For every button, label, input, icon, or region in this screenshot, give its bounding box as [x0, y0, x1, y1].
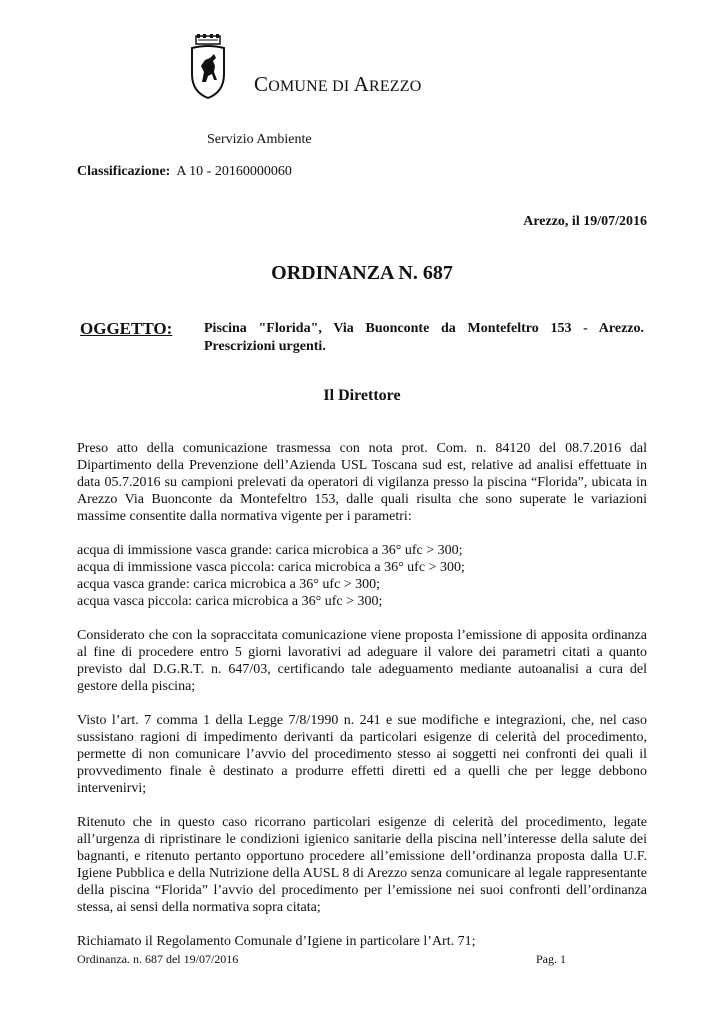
arezzo-initial: A: [353, 72, 369, 96]
direttore-heading: Il Direttore: [323, 387, 401, 404]
ordinanza-title: ORDINANZA N. 687: [271, 262, 453, 284]
classificazione-label: Classificazione:: [77, 164, 171, 179]
arezzo-rest: REZZO: [368, 78, 422, 95]
paragraph-visto: Visto l’art. 7 comma 1 della Legge 7/8/1990 n. 241 e sue modifiche e integrazioni, che, nel caso sussistano ragioni di impedimento derivanti da particolari esigenze di celerità del procedimento, permette di non comunicare l’avvio del procedimento stesso ai soggetti nei confronti dei quali il provvedimento finale è destinato a produrre effetti diretti ed a quelli che per legge debbono intervenirvi;: [77, 713, 647, 796]
oggetto-label: OGGETTO:: [80, 319, 173, 338]
comune-rest: OMUNE DI: [268, 78, 354, 95]
list-item: acqua vasca grande: carica microbica a 36° ufc > 300;: [77, 577, 381, 592]
paragraph-considerato: Considerato che con la sopraccitata comunicazione viene proposta l’emissione di apposita ordinanza al fine di procedere entro 5 giorni lavorativi ad adeguare il valore dei parametri citati a quanto previsto dal D.G.R.T. n. 647/03, certificando tale adeguamento mediante autoanalisi a cura del gestore della piscina;: [77, 628, 647, 694]
comune-arezzo-crest-icon: [188, 34, 228, 100]
parameters-list: [77, 542, 647, 610]
oggetto-text: Piscina "Florida", Via Buonconte da Montefeltro 153 - Arezzo. Prescrizioni urgenti.: [204, 321, 644, 354]
list-item: acqua vasca piccola: carica microbica a 36° ufc > 300;: [77, 594, 383, 609]
footer-ordinanza-ref: Ordinanza. n. 687 del 19/07/2016: [77, 952, 239, 966]
paragraph-ritenuto: Ritenuto che in questo caso ricorrano particolari esigenze di celerità del procedimento, legate all’urgenza di ripristinare le condizioni igienico sanitarie della piscina nell’interesse della salute dei bagnanti, e ritenuto pertanto opportuno procedere all’emissione dell’ordinanza proposta dalla U.F. Igiene Pubblica e della Nutrizione della AUSL 8 di Arezzo senza comunicare al legale rappresentante della piscina “Florida” l’avvio del procedimento per l’emissione nei suoi confronti dell’ordinanza stessa, ai sensi della normativa sopra citata;: [77, 815, 647, 915]
classificazione: [77, 164, 292, 180]
document-date: Arezzo, il 19/07/2016: [523, 214, 647, 229]
list-item: acqua di immissione vasca piccola: carica microbica a 36° ufc > 300;: [77, 560, 465, 575]
comune-heading: [254, 72, 422, 97]
list-item: acqua di immissione vasca grande: carica microbica a 36° ufc > 300;: [77, 543, 463, 558]
paragraph-preso-atto: Preso atto della comunicazione trasmessa con nota prot. Com. n. 84120 del 08.7.2016 dal Dipartimento della Prevenzione dell’Azienda USL Toscana sud est, relative ad analisi effettuate in data 05.7.2016 su campioni prelevati da operatori di vigilanza presso la piscina “Florida”, ubicata in Arezzo Via Buonconte da Montefeltro 153, dalle quali risulta che sono superate le variazioni massime consentite dalla normativa vigente per i parametri:: [77, 441, 647, 524]
comune-initial: C: [254, 72, 269, 96]
document-body: [77, 440, 647, 967]
classificazione-value: A 10 - 20160000060: [176, 164, 292, 179]
footer-page-number: Pag. 1: [536, 952, 566, 966]
servizio-label: Servizio Ambiente: [207, 132, 312, 147]
paragraph-richiamato: Richiamato il Regolamento Comunale d’Igiene in particolare l’Art. 71;: [77, 934, 476, 949]
